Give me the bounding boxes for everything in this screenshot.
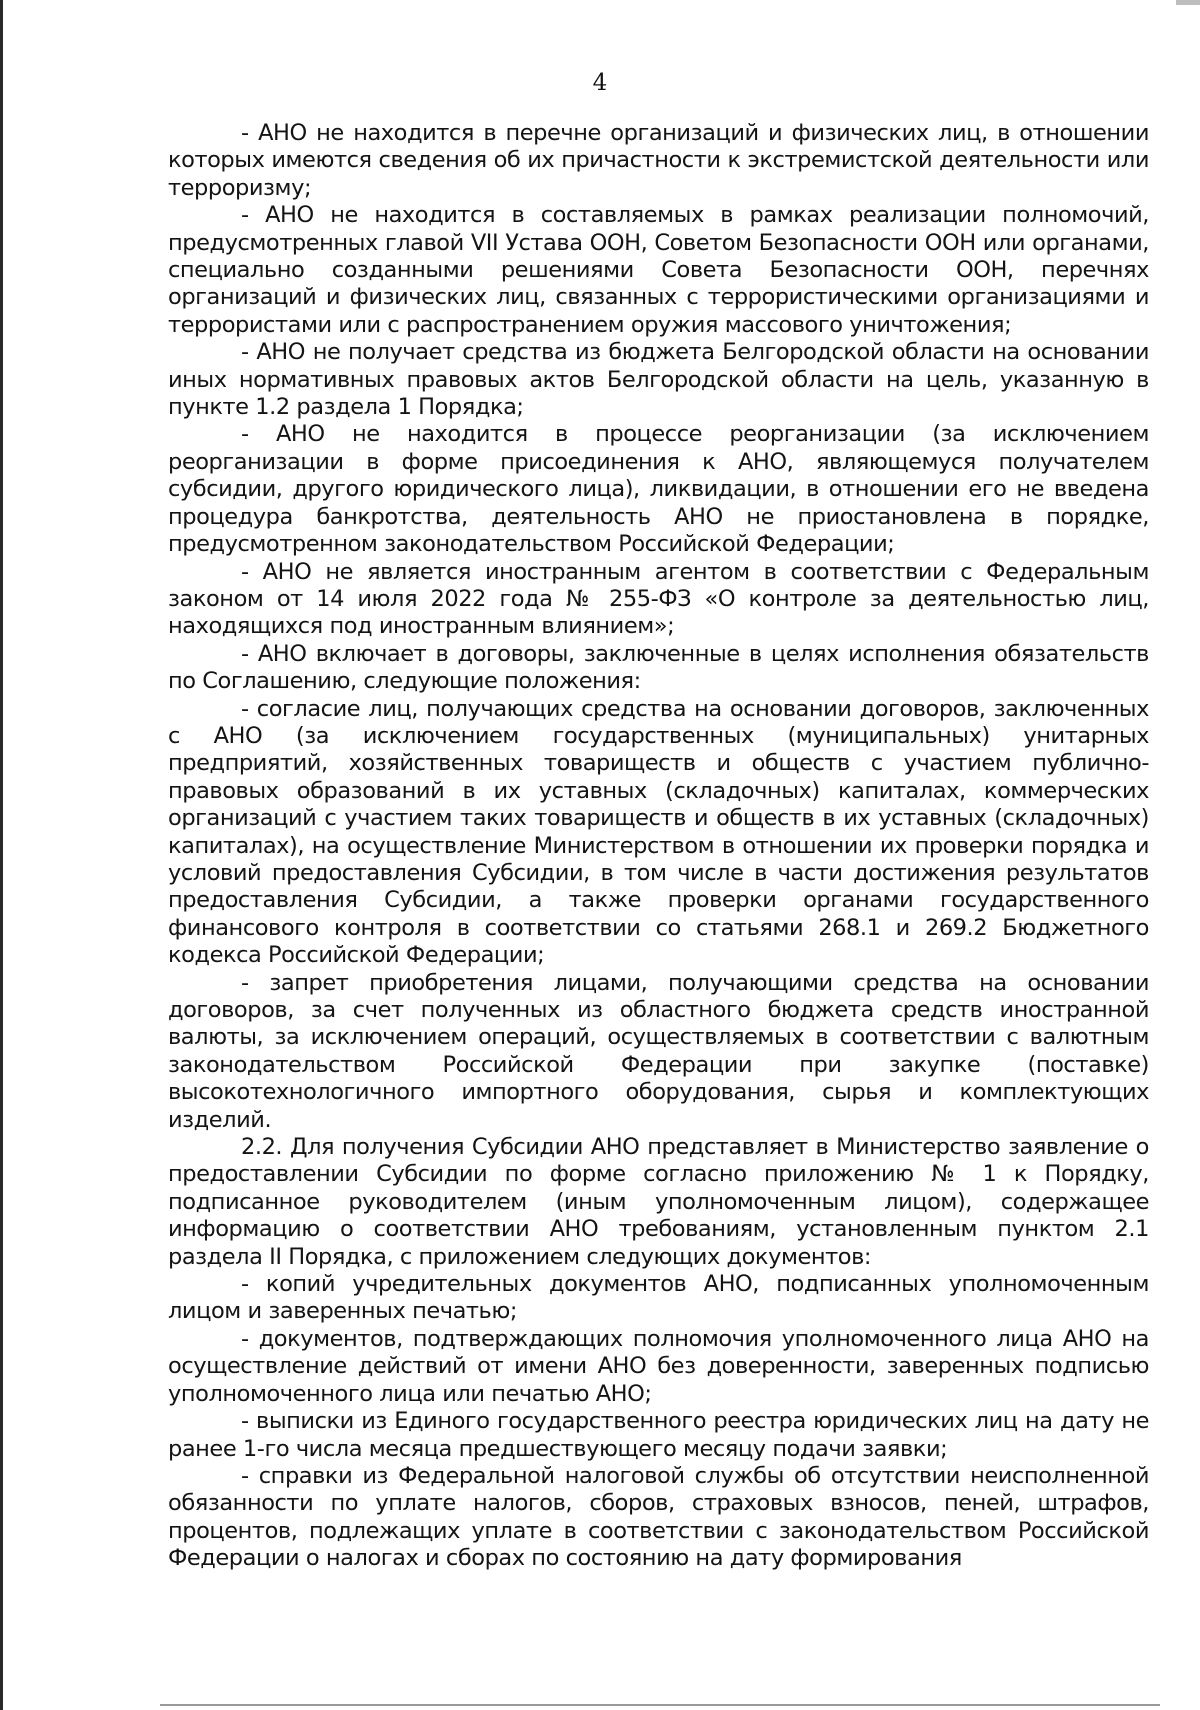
paragraph: - выписки из Единого государственного реестра юридических лиц на дату не ранее 1-го числа месяца предшествующего месяцу подачи заявки; (168, 1408, 1149, 1462)
paragraph: - АНО не находится в процессе реорганизации (за исключением реорганизации в форме присоединения к АНО, являющемуся получателем субсидии, другого юридического лица), ликвидации, в отношении его не введена процедура банкротства, деятельность АНО не приостановлена в порядке, предусмотренном законодательством Российской Федерации; (168, 421, 1149, 558)
page-number: 4 (592, 70, 608, 96)
paragraph: - документов, подтверждающих полномочия уполномоченного лица АНО на осуществление действий от имени АНО без доверенности, заверенных подписью уполномоченного лица или печатью АНО; (168, 1325, 1149, 1407)
paragraph: - АНО не получает средства из бюджета Белгородской области на основании иных нормативных правовых актов Белгородской области на цель, указанную в пункте 1.2 раздела 1 Порядка; (168, 339, 1149, 421)
document-body (168, 120, 1149, 1573)
paragraph: - АНО включает в договоры, заключенные в целях исполнения обязательств по Соглашению, следующие положения: (168, 640, 1149, 695)
paragraph: 2.2. Для получения Субсидии АНО представляет в Министерство заявление о предоставлении Субсидии по форме согласно приложению № 1 к Порядку, подписанное руководителем (иным уполномоченным лицом), содержащее информацию о соответствии АНО требованиям, установленным пунктом 2.1 раздела II Порядка, с приложением следующих документов: (168, 1134, 1149, 1270)
paragraph: - запрет приобретения лицами, получающими средства на основании договоров, за счет полученных из областного бюджета средств иностранной валюты, за исключением операций, осуществляемых в соответствии с валютным законодательством Российской Федерации при закупке (поставке) высокотехнологичного импортного оборудования, сырья и комплектующих изделий. (168, 969, 1149, 1133)
scan-left-edge (0, 0, 3, 1710)
paragraph: - АНО не находится в составляемых в рамках реализации полномочий, предусмотренных главой VII Устава ООН, Советом Безопасности ООН или органами, специально созданными решениями Совета Безопасности ООН, перечнях организаций и физических лиц, связанных с террористическими организациями и террористами или с распространением оружия массового уничтожения; (168, 202, 1149, 338)
paragraph: - АНО не находится в перечне организаций и физических лиц, в отношении которых имеются сведения об их причастности к экстремистской деятельности или терроризму; (168, 120, 1149, 201)
paragraph: - копий учредительных документов АНО, подписанных уполномоченным лицом и заверенных печатью; (168, 1271, 1149, 1325)
scan-top-mark (1176, 0, 1200, 5)
paragraph: - АНО не является иностранным агентом в соответствии с Федеральным законом от 14 июля 2022 года № 255-ФЗ «О контроле за деятельностью лиц, находящихся под иностранным влиянием»; (168, 558, 1149, 640)
paragraph: - справки из Федеральной налоговой службы об отсутствии неисполненной обязанности по уплате налогов, сборов, страховых взносов, пеней, штрафов, процентов, подлежащих уплате в соответствии с законодательством Российской Федерации о налогах и сборах по состоянию на дату формирования (168, 1462, 1149, 1572)
scan-bottom-rule (160, 1704, 1160, 1706)
paragraph: - согласие лиц, получающих средства на основании договоров, заключенных с АНО (за исключением государственных (муниципальных) унитарных предприятий, хозяйственных товариществ и обществ с участием публично-правовых образований в их уставных (складочных) капиталах, коммерческих организаций с участием таких товариществ и обществ в их уставных (складочных) капиталах), на осуществление Министерством в отношении их проверки порядка и условий предоставления Субсидии, в том числе в части достижения результатов предоставления Субсидии, а также проверки органами государственного финансового контроля в соответствии со статьями 268.1 и 269.2 Бюджетного кодекса Российской Федерации; (168, 695, 1149, 969)
